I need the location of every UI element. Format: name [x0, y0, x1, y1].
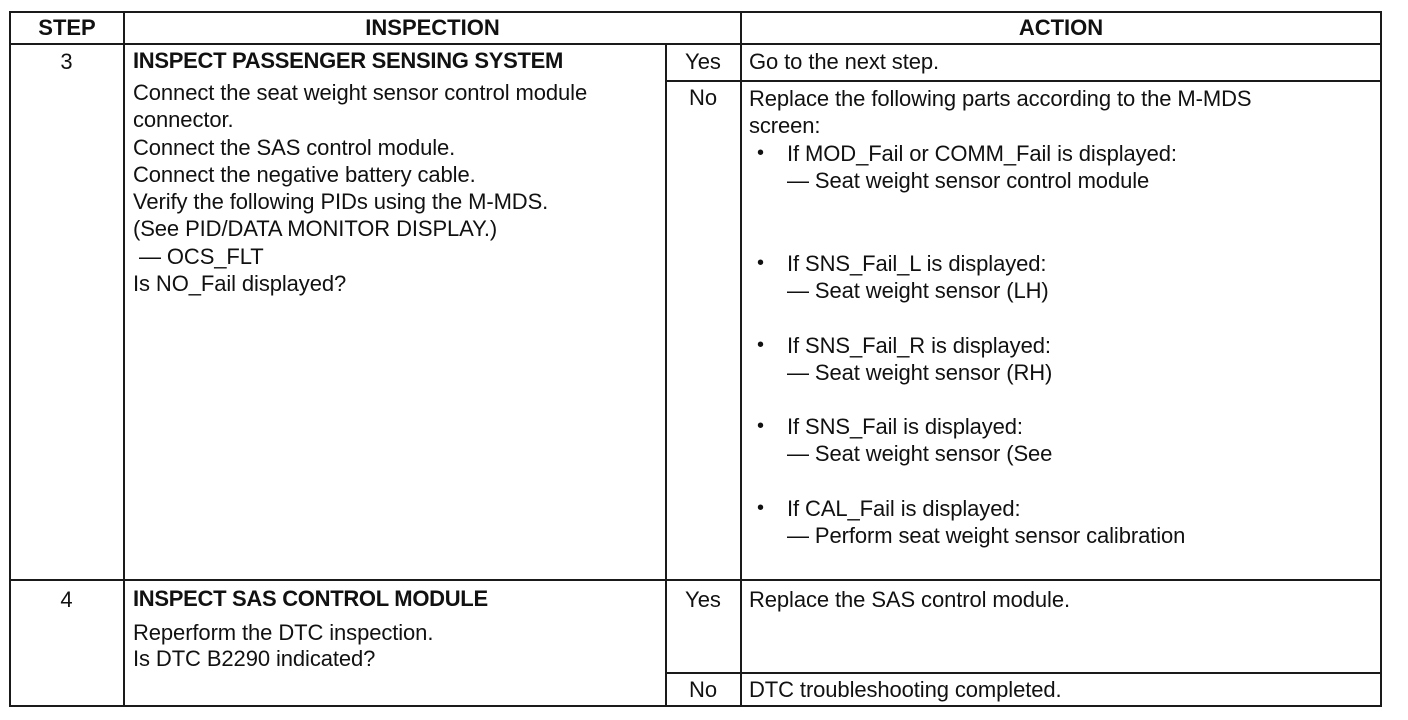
item-result: — Seat weight sensor (See	[787, 441, 1053, 466]
inspection-body	[133, 79, 587, 297]
yes-action: Replace the SAS control module.	[749, 587, 1070, 612]
inspection-title: INSPECT SAS CONTROL MODULE	[133, 586, 488, 611]
header-step: STEP	[38, 15, 96, 40]
row-divider	[9, 579, 1382, 581]
no-action-intro	[749, 85, 1251, 140]
no-action-intro-line: screen:	[749, 113, 821, 139]
item-condition: If CAL_Fail is displayed:	[787, 496, 1021, 521]
inspection-line: Connect the seat weight sensor control module	[133, 80, 588, 105]
item-condition: If MOD_Fail or COMM_Fail is displayed:	[787, 141, 1177, 166]
bullet-icon: •	[757, 252, 765, 274]
inspection-line: connector.	[133, 107, 234, 133]
header-inspection: INSPECTION	[365, 15, 500, 40]
inspection-title: INSPECT PASSENGER SENSING SYSTEM	[133, 48, 564, 73]
header-divider	[9, 43, 1382, 45]
header-action: ACTION	[1018, 15, 1104, 40]
item-condition: If SNS_Fail is displayed:	[787, 414, 1023, 439]
item-result: — Seat weight sensor (LH)	[787, 278, 1049, 303]
inspection-line: Connect the SAS control module.	[133, 134, 456, 160]
inspection-line: (See PID/DATA MONITOR DISPLAY.)	[133, 216, 498, 242]
item-result: — Seat weight sensor control module	[787, 168, 1150, 193]
table-border-bottom	[9, 705, 1382, 707]
yes-label: Yes	[685, 49, 721, 74]
item-condition: If SNS_Fail_R is displayed:	[787, 333, 1051, 358]
item-result: — Seat weight sensor (RH)	[787, 360, 1053, 385]
inspection-line: — OCS_FLT	[133, 243, 264, 269]
item-result: — Perform seat weight sensor calibration	[787, 523, 1186, 548]
item-condition: If SNS_Fail_L is displayed:	[787, 251, 1047, 276]
no-label: No	[688, 677, 718, 702]
inspection-body	[133, 620, 433, 672]
yes-label: Yes	[685, 587, 721, 612]
no-label: No	[688, 85, 718, 110]
inspection-line: Verify the following PIDs using the M-MDS.	[133, 189, 549, 215]
bullet-icon: •	[757, 497, 765, 519]
step-number: 3	[60, 49, 73, 74]
no-action: DTC troubleshooting completed.	[749, 677, 1062, 702]
inspection-line: Is NO_Fail displayed?	[133, 271, 347, 297]
bullet-icon: •	[757, 334, 765, 356]
step4-yes-no-divider	[665, 672, 1382, 674]
table-border-right	[1380, 11, 1382, 707]
inspection-line: Is DTC B2290 indicated?	[133, 646, 376, 671]
no-action-intro-line: Replace the following parts according to the M-MDS	[749, 86, 1252, 111]
bullet-icon: •	[757, 415, 765, 437]
yes-action: Go to the next step.	[749, 49, 940, 74]
step-number: 4	[60, 587, 73, 612]
bullet-icon: •	[757, 142, 765, 164]
step3-yes-no-divider	[665, 80, 1382, 82]
inspection-line: Connect the negative battery cable.	[133, 161, 476, 187]
inspection-line: Reperform the DTC inspection.	[133, 620, 434, 645]
